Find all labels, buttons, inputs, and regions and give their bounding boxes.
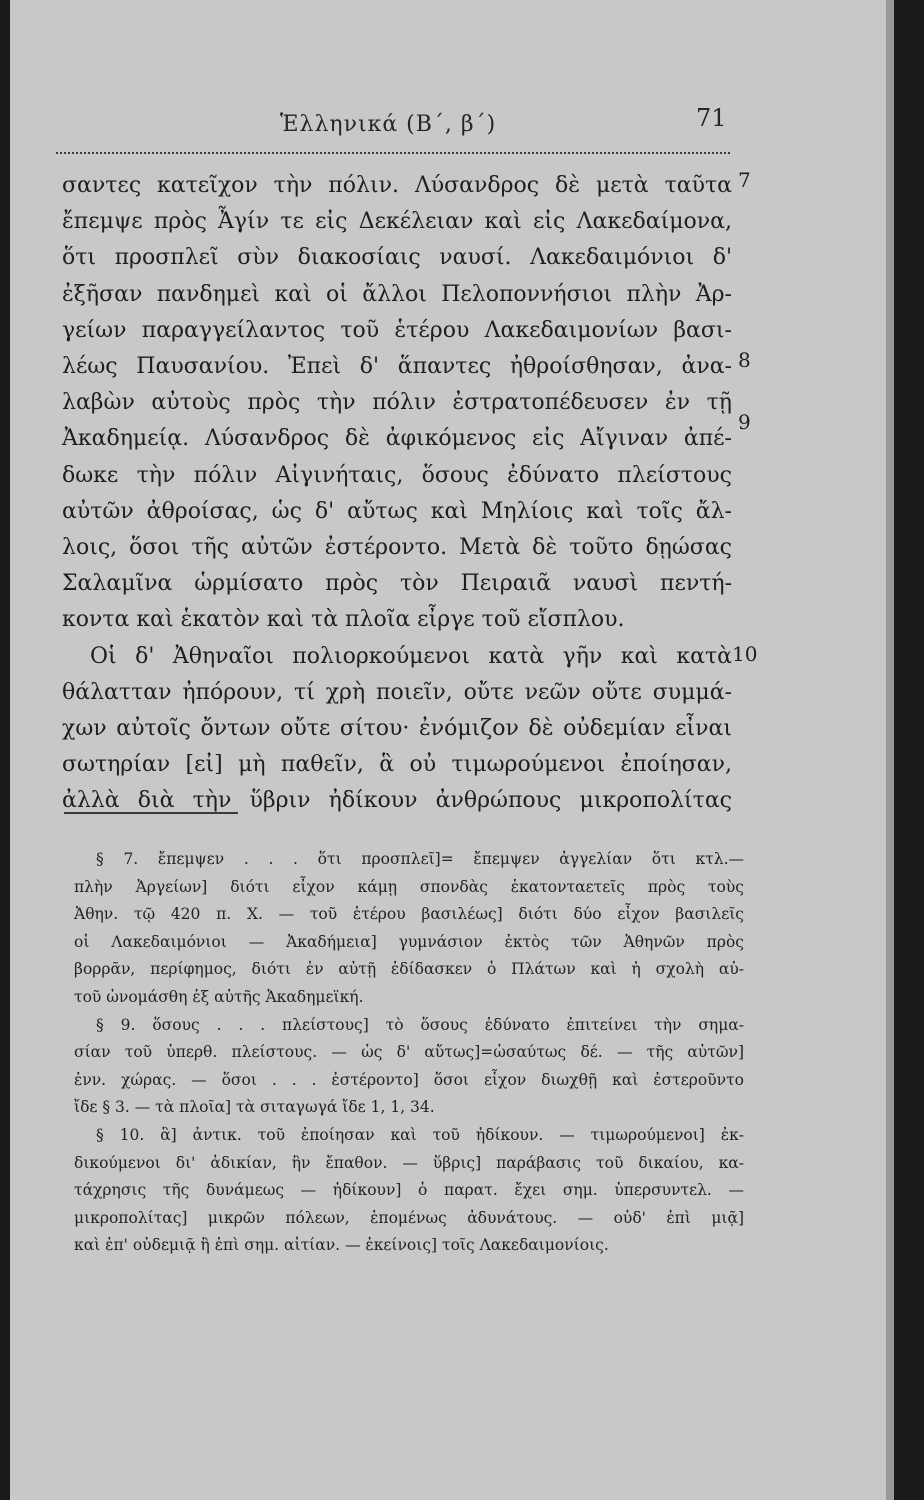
- text-line: Ἀκαδημείᾳ. Λύσανδρος δὲ ἀφικόμενος εἰς Αἴγιναν ἀπέ-: [62, 426, 732, 452]
- note-line: βορρᾶν, περίφημος, διότι ἐν αὐτῇ ἐδίδασκεν ὁ Πλάτων καὶ ἡ σχολὴ αὐ-: [74, 960, 744, 979]
- section-number: 10: [732, 642, 758, 666]
- note-line: ἴδε § 3. — τὰ πλοῖα] τὰ σιταγωγά ἴδε 1, 1, 34.: [74, 1098, 435, 1117]
- book-page: [10, 0, 886, 1500]
- text-line: αὐτῶν ἀθροίσας, ὡς δ' αὔτως καὶ Μηλίοις καὶ τοῖς ἄλ-: [62, 498, 732, 524]
- note-line: μικροπολίτας] μικρῶν πόλεων, ἑπομένως ἀδυνάτους. — οὐδ' ἐπὶ μιᾷ]: [74, 1208, 744, 1227]
- text-line: λαβὼν αὐτοὺς πρὸς τὴν πόλιν ἐστρατοπέδευσεν ἐν τῇ: [62, 390, 732, 416]
- note-line: πλὴν Ἀργείων] διότι εἶχον κάμῃ σπονδὰς ἑκατονταετεῖς πρὸς τοὺς: [74, 877, 744, 896]
- text-line: ἔπεμψε πρὸς Ἆγίν τε εἰς Δεκέλειαν καὶ εἰς Λακεδαίμονα,: [62, 209, 732, 235]
- note-line: § 10. ἃ] ἀντικ. τοῦ ἐποίησαν καὶ τοῦ ἠδίκουν. — τιμωρούμενοι] ἐκ-: [96, 1125, 744, 1144]
- text-line: γείων παραγγείλαντος τοῦ ἑτέρου Λακεδαιμονίων βασι-: [62, 317, 732, 343]
- footnote-rule: [64, 812, 238, 814]
- note-line: δικούμενοι δι' ἀδικίαν, ἣν ἔπαθον. — ὕβρις] παράβασις τοῦ δικαίου, κα-: [74, 1153, 744, 1172]
- note-line: τοῦ ὠνομάσθη ἐξ αὐτῆς Ἀκαδημεϊκή.: [74, 987, 364, 1006]
- main-text: [62, 168, 732, 820]
- running-title: Ἑλληνικά (Β΄, β΄): [280, 112, 497, 137]
- text-line: ἀλλὰ διὰ τὴν ὕβριν ἠδίκουν ἀνθρώπους μικροπολίτας: [62, 788, 732, 814]
- note-line: καὶ ἐπ' οὐδεμιᾷ ἢ ἐπὶ σημ. αἰτίαν. — ἐκείνοις] τοῖς Λακεδαιμονίοις.: [74, 1236, 609, 1255]
- note-line: ἐνν. χώρας. — ὅσοι . . . ἐστέροντο] ὅσοι εἶχον διωχθῇ καὶ ἐστεροῦντο: [74, 1070, 744, 1089]
- note-line: § 9. ὅσους . . . πλείστους] τὸ ὅσους ἐδύνατο ἐπιτείνει τὴν σημα-: [96, 1015, 744, 1034]
- text-line: σωτηρίαν [εἰ] μὴ παθεῖν, ἃ οὐ τιμωρούμενοι ἐποίησαν,: [62, 752, 732, 778]
- text-line: σαντες κατεῖχον τὴν πόλιν. Λύσανδρος δὲ μετὰ ταῦτα: [62, 173, 732, 198]
- header-rule: [56, 152, 730, 154]
- note-line: τάχρησις τῆς δυνάμεως — ἠδίκουν] ὁ παρατ. ἔχει σημ. ὑπερσυντελ. —: [74, 1181, 744, 1200]
- text-line: ἐξῆσαν πανδημεὶ καὶ οἱ ἄλλοι Πελοποννήσιοι πλὴν Ἀρ-: [62, 281, 732, 307]
- section-number: 8: [738, 348, 751, 372]
- text-line: ὅτι προσπλεῖ σὺν διακοσίαις ναυσί. Λακεδαιμόνιοι δ': [62, 245, 732, 271]
- note-line: § 7. ἔπεμψεν . . . ὅτι προσπλεῖ]= ἔπεμψεν ἀγγελίαν ὅτι κτλ.—: [96, 850, 744, 868]
- text-line: Οἱ δ' Ἀθηναῖοι πολιορκούμενοι κατὰ γῆν καὶ κατὰ: [90, 643, 732, 669]
- note-line: οἱ Λακεδαιμόνιοι — Ἀκαδήμεια] γυμνάσιον ἐκτὸς τῶν Ἀθηνῶν πρὸς: [74, 932, 744, 951]
- page-number: 71: [696, 104, 727, 132]
- text-line: λοις, ὅσοι τῆς αὐτῶν ἐστέροντο. Μετὰ δὲ τοῦτο δῃώσας: [62, 535, 732, 561]
- text-line: λέως Παυσανίου. Ἐπεὶ δ' ἅπαντες ἠθροίσθησαν, ἀνα-: [62, 354, 732, 380]
- note-line: Ἀθην. τῷ 420 π. Χ. — τοῦ ἑτέρου βασιλέως] διότι δύο εἶχον βασιλεῖς: [74, 905, 744, 924]
- text-line: χων αὐτοῖς ὄντων οὔτε σίτου· ἐνόμιζον δὲ οὐδεμίαν εἶναι: [62, 716, 732, 742]
- text-line: κοντα καὶ ἑκατὸν καὶ τὰ πλοῖα εἶργε τοῦ εἴσπλου.: [62, 607, 625, 633]
- text-line: θάλατταν ἠπόρουν, τί χρὴ ποιεῖν, οὔτε νεῶν οὔτε συμμά-: [62, 679, 732, 705]
- page-edge: [886, 0, 894, 1500]
- section-number: 9: [738, 410, 751, 434]
- note-line: σίαν τοῦ ὑπερθ. πλείστους. — ὡς δ' αὔτως]=ὡσαύτως δέ. — τῆς αὐτῶν]: [74, 1043, 744, 1062]
- text-line: Σαλαμῖνα ὡρμίσατο πρὸς τὸν Πειραιᾶ ναυσὶ πεντή-: [62, 571, 732, 597]
- text-line: δωκε τὴν πόλιν Αἰγινήταις, ὅσους ἐδύνατο πλείστους: [62, 462, 732, 488]
- footnotes: [74, 846, 744, 1260]
- section-number: 7: [738, 168, 751, 192]
